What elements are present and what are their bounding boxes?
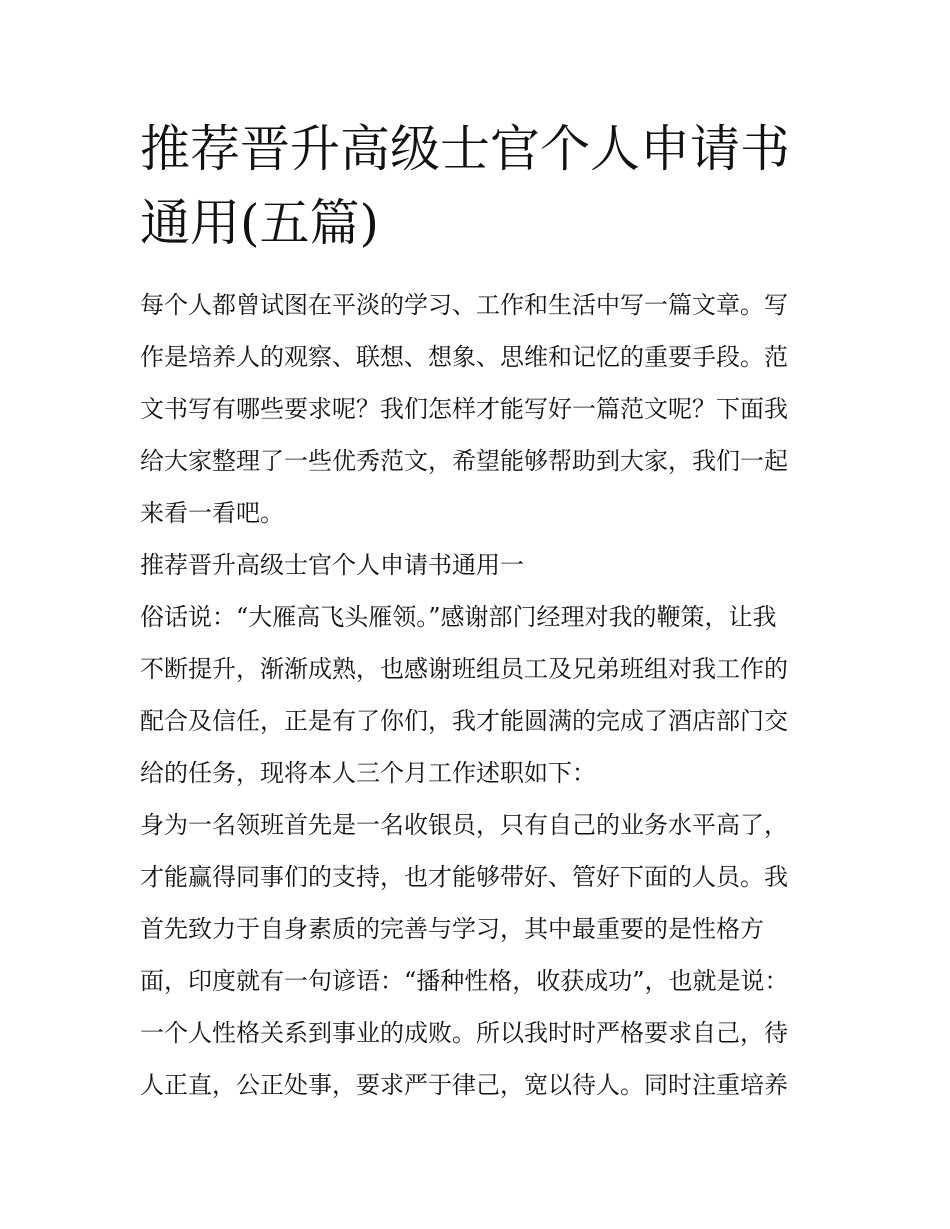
section-heading: 推荐晋升高级士官个人申请书通用一	[140, 551, 524, 579]
body-line: 给的任务，现将本人三个月工作述职如下：	[140, 759, 596, 787]
document-title	[140, 112, 812, 260]
body-line: 身为一名领班首先是一名收银员，只有自己的业务水平高了，	[140, 811, 788, 839]
document-content	[140, 112, 812, 1111]
body-line: 不断提升，渐渐成熟，也感谢班组员工及兄弟班组对我工作的	[140, 655, 788, 683]
title-line: 推荐晋升高级士官个人申请书	[140, 120, 790, 178]
title-line: 通用(五篇)	[140, 194, 380, 252]
body-line: 来看一看吧。	[140, 499, 284, 527]
body-line: 一个人性格关系到事业的成败。所以我时时严格要求自己，待	[140, 1019, 788, 1047]
body-line: 给大家整理了一些优秀范文，希望能够帮助到大家，我们一起	[140, 447, 788, 475]
body-line: 首先致力于自身素质的完善与学习，其中最重要的是性格方	[140, 915, 764, 943]
body-line: 配合及信任，正是有了你们，我才能圆满的完成了酒店部门交	[140, 707, 788, 735]
body-line: 每个人都曾试图在平淡的学习、工作和生活中写一篇文章。写	[140, 291, 788, 319]
body-line: 俗话说：“大雁高飞头雁领。”感谢部门经理对我的鞭策，让我	[140, 603, 777, 631]
document-body	[140, 279, 812, 1111]
body-line: 人正直，公正处事，要求严于律己，宽以待人。同时注重培养	[140, 1071, 788, 1099]
body-line: 面，印度就有一句谚语：“播种性格，收获成功”，也就是说：	[140, 967, 789, 995]
body-line: 文书写有哪些要求呢？我们怎样才能写好一篇范文呢？下面我	[140, 395, 788, 423]
body-line: 才能赢得同事们的支持，也才能够带好、管好下面的人员。我	[140, 863, 788, 891]
body-line: 作是培养人的观察、联想、想象、思维和记忆的重要手段。范	[140, 343, 788, 371]
